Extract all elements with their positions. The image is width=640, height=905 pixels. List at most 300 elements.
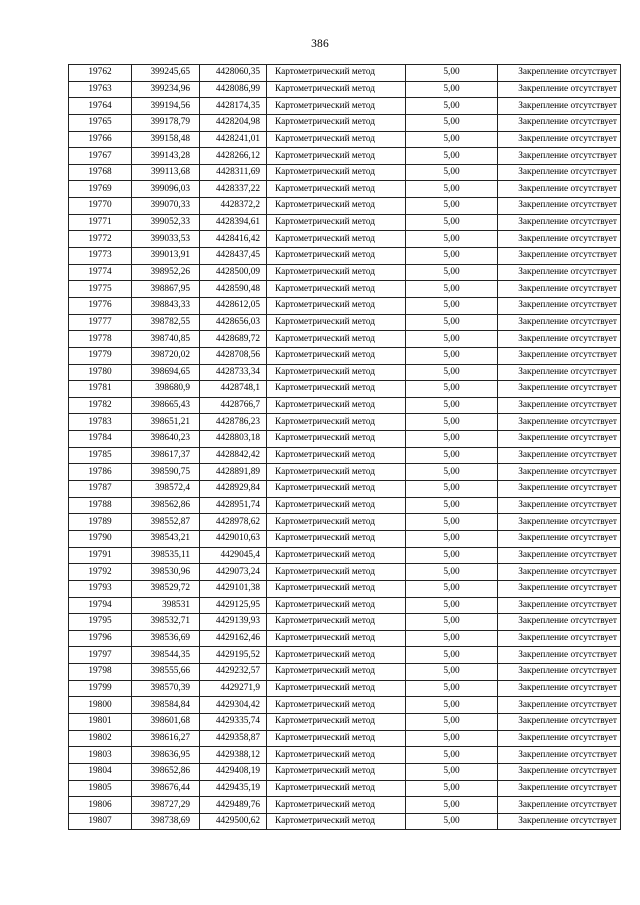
table-row: [69, 813, 621, 830]
fixing-cell: Закрепление отсутствует: [498, 181, 621, 198]
point-number-cell: 19768: [69, 164, 132, 181]
point-number-cell: 19796: [69, 630, 132, 647]
table-row: [69, 214, 621, 231]
method-cell: Картометрический метод: [267, 164, 406, 181]
error-cell: 5,00: [406, 264, 498, 281]
fixing-cell: Закрепление отсутствует: [498, 780, 621, 797]
fixing-cell: Закрепление отсутствует: [498, 664, 621, 681]
point-number-cell: 19774: [69, 264, 132, 281]
y-coordinate-cell: 4429358,87: [200, 730, 267, 747]
y-coordinate-cell: 4429139,93: [200, 614, 267, 631]
fixing-cell: Закрепление отсутствует: [498, 647, 621, 664]
y-coordinate-cell: 4428766,7: [200, 397, 267, 414]
method-cell: Картометрический метод: [267, 81, 406, 98]
y-coordinate-cell: 4428951,74: [200, 497, 267, 514]
method-cell: Картометрический метод: [267, 564, 406, 581]
method-cell: Картометрический метод: [267, 530, 406, 547]
y-coordinate-cell: 4429125,95: [200, 597, 267, 614]
error-cell: 5,00: [406, 248, 498, 265]
error-cell: 5,00: [406, 314, 498, 331]
y-coordinate-cell: 4428204,98: [200, 114, 267, 131]
table-row: [69, 297, 621, 314]
error-cell: 5,00: [406, 747, 498, 764]
point-number-cell: 19805: [69, 780, 132, 797]
fixing-cell: Закрепление отсутствует: [498, 397, 621, 414]
x-coordinate-cell: 398676,44: [132, 780, 200, 797]
x-coordinate-cell: 398584,84: [132, 697, 200, 714]
x-coordinate-cell: 398636,95: [132, 747, 200, 764]
y-coordinate-cell: 4428311,69: [200, 164, 267, 181]
method-cell: Картометрический метод: [267, 297, 406, 314]
y-coordinate-cell: 4428241,01: [200, 131, 267, 148]
point-number-cell: 19804: [69, 763, 132, 780]
y-coordinate-cell: 4428372,2: [200, 198, 267, 215]
x-coordinate-cell: 398544,35: [132, 647, 200, 664]
point-number-cell: 19780: [69, 364, 132, 381]
error-cell: 5,00: [406, 148, 498, 165]
table-row: [69, 730, 621, 747]
error-cell: 5,00: [406, 397, 498, 414]
x-coordinate-cell: 398740,85: [132, 331, 200, 348]
point-number-cell: 19792: [69, 564, 132, 581]
method-cell: Картометрический метод: [267, 680, 406, 697]
y-coordinate-cell: 4428929,84: [200, 481, 267, 498]
error-cell: 5,00: [406, 414, 498, 431]
y-coordinate-cell: 4428337,22: [200, 181, 267, 198]
table-row: [69, 597, 621, 614]
table-row: [69, 181, 621, 198]
point-number-cell: 19787: [69, 481, 132, 498]
point-number-cell: 19772: [69, 231, 132, 248]
fixing-cell: Закрепление отсутствует: [498, 713, 621, 730]
table-row: [69, 281, 621, 298]
point-number-cell: 19791: [69, 547, 132, 564]
y-coordinate-cell: 4428590,48: [200, 281, 267, 298]
fixing-cell: Закрепление отсутствует: [498, 297, 621, 314]
fixing-cell: Закрепление отсутствует: [498, 464, 621, 481]
point-number-cell: 19765: [69, 114, 132, 131]
error-cell: 5,00: [406, 214, 498, 231]
fixing-cell: Закрепление отсутствует: [498, 81, 621, 98]
fixing-cell: Закрепление отсутствует: [498, 530, 621, 547]
fixing-cell: Закрепление отсутствует: [498, 763, 621, 780]
y-coordinate-cell: 4428733,34: [200, 364, 267, 381]
y-coordinate-cell: 4428786,23: [200, 414, 267, 431]
method-cell: Картометрический метод: [267, 198, 406, 215]
table-row: [69, 131, 621, 148]
error-cell: 5,00: [406, 198, 498, 215]
error-cell: 5,00: [406, 164, 498, 181]
x-coordinate-cell: 398720,02: [132, 347, 200, 364]
method-cell: Картометрический метод: [267, 264, 406, 281]
method-cell: Картометрический метод: [267, 114, 406, 131]
table-row: [69, 747, 621, 764]
method-cell: Картометрический метод: [267, 331, 406, 348]
point-number-cell: 19762: [69, 65, 132, 82]
fixing-cell: Закрепление отсутствует: [498, 131, 621, 148]
table-row: [69, 364, 621, 381]
method-cell: Картометрический метод: [267, 547, 406, 564]
x-coordinate-cell: 399194,56: [132, 98, 200, 115]
x-coordinate-cell: 398694,65: [132, 364, 200, 381]
error-cell: 5,00: [406, 131, 498, 148]
point-number-cell: 19798: [69, 664, 132, 681]
x-coordinate-cell: 398590,75: [132, 464, 200, 481]
fixing-cell: Закрепление отсутствует: [498, 747, 621, 764]
method-cell: Картометрический метод: [267, 364, 406, 381]
fixing-cell: Закрепление отсутствует: [498, 164, 621, 181]
point-number-cell: 19771: [69, 214, 132, 231]
error-cell: 5,00: [406, 614, 498, 631]
table-row: [69, 114, 621, 131]
table-row: [69, 564, 621, 581]
error-cell: 5,00: [406, 813, 498, 830]
fixing-cell: Закрепление отсутствует: [498, 98, 621, 115]
fixing-cell: Закрепление отсутствует: [498, 497, 621, 514]
method-cell: Картометрический метод: [267, 281, 406, 298]
fixing-cell: Закрепление отсутствует: [498, 148, 621, 165]
table-row: [69, 763, 621, 780]
error-cell: 5,00: [406, 181, 498, 198]
method-cell: Картометрический метод: [267, 730, 406, 747]
error-cell: 5,00: [406, 580, 498, 597]
point-number-cell: 19784: [69, 431, 132, 448]
error-cell: 5,00: [406, 780, 498, 797]
table-row: [69, 314, 621, 331]
error-cell: 5,00: [406, 381, 498, 398]
error-cell: 5,00: [406, 697, 498, 714]
method-cell: Картометрический метод: [267, 447, 406, 464]
point-number-cell: 19806: [69, 797, 132, 814]
x-coordinate-cell: 399070,33: [132, 198, 200, 215]
table-row: [69, 98, 621, 115]
table-row: [69, 347, 621, 364]
x-coordinate-cell: 398529,72: [132, 580, 200, 597]
table-row: [69, 580, 621, 597]
table-row: [69, 331, 621, 348]
fixing-cell: Закрепление отсутствует: [498, 630, 621, 647]
method-cell: Картометрический метод: [267, 780, 406, 797]
point-number-cell: 19766: [69, 131, 132, 148]
table-row: [69, 164, 621, 181]
x-coordinate-cell: 398543,21: [132, 530, 200, 547]
method-cell: Картометрический метод: [267, 664, 406, 681]
error-cell: 5,00: [406, 281, 498, 298]
point-number-cell: 19797: [69, 647, 132, 664]
point-number-cell: 19764: [69, 98, 132, 115]
error-cell: 5,00: [406, 431, 498, 448]
table-row: [69, 547, 621, 564]
y-coordinate-cell: 4428416,42: [200, 231, 267, 248]
error-cell: 5,00: [406, 464, 498, 481]
table-row: [69, 431, 621, 448]
table-row: [69, 464, 621, 481]
method-cell: Картометрический метод: [267, 214, 406, 231]
error-cell: 5,00: [406, 514, 498, 531]
table-row: [69, 797, 621, 814]
point-number-cell: 19802: [69, 730, 132, 747]
table-row: [69, 198, 621, 215]
fixing-cell: Закрепление отсутствует: [498, 730, 621, 747]
y-coordinate-cell: 4428612,05: [200, 297, 267, 314]
x-coordinate-cell: 398738,69: [132, 813, 200, 830]
x-coordinate-cell: 398535,11: [132, 547, 200, 564]
x-coordinate-cell: 398617,37: [132, 447, 200, 464]
point-number-cell: 19778: [69, 331, 132, 348]
error-cell: 5,00: [406, 364, 498, 381]
point-number-cell: 19769: [69, 181, 132, 198]
fixing-cell: Закрепление отсутствует: [498, 381, 621, 398]
point-number-cell: 19795: [69, 614, 132, 631]
x-coordinate-cell: 398782,55: [132, 314, 200, 331]
method-cell: Картометрический метод: [267, 397, 406, 414]
x-coordinate-cell: 398867,95: [132, 281, 200, 298]
error-cell: 5,00: [406, 447, 498, 464]
error-cell: 5,00: [406, 231, 498, 248]
x-coordinate-cell: 399113,68: [132, 164, 200, 181]
method-cell: Картометрический метод: [267, 231, 406, 248]
point-number-cell: 19779: [69, 347, 132, 364]
x-coordinate-cell: 399245,65: [132, 65, 200, 82]
error-cell: 5,00: [406, 664, 498, 681]
y-coordinate-cell: 4429304,42: [200, 697, 267, 714]
y-coordinate-cell: 4428978,62: [200, 514, 267, 531]
x-coordinate-cell: 399096,03: [132, 181, 200, 198]
point-number-cell: 19799: [69, 680, 132, 697]
error-cell: 5,00: [406, 597, 498, 614]
fixing-cell: Закрепление отсутствует: [498, 680, 621, 697]
y-coordinate-cell: 4428060,35: [200, 65, 267, 82]
fixing-cell: Закрепление отсутствует: [498, 198, 621, 215]
y-coordinate-cell: 4428656,03: [200, 314, 267, 331]
point-number-cell: 19783: [69, 414, 132, 431]
table-row: [69, 447, 621, 464]
point-number-cell: 19782: [69, 397, 132, 414]
y-coordinate-cell: 4428708,56: [200, 347, 267, 364]
method-cell: Картометрический метод: [267, 347, 406, 364]
y-coordinate-cell: 4429500,62: [200, 813, 267, 830]
error-cell: 5,00: [406, 730, 498, 747]
x-coordinate-cell: 398652,86: [132, 763, 200, 780]
error-cell: 5,00: [406, 98, 498, 115]
y-coordinate-cell: 4428748,1: [200, 381, 267, 398]
method-cell: Картометрический метод: [267, 497, 406, 514]
fixing-cell: Закрепление отсутствует: [498, 281, 621, 298]
table-row: [69, 614, 621, 631]
method-cell: Картометрический метод: [267, 181, 406, 198]
x-coordinate-cell: 398555,66: [132, 664, 200, 681]
fixing-cell: Закрепление отсутствует: [498, 248, 621, 265]
point-number-cell: 19781: [69, 381, 132, 398]
error-cell: 5,00: [406, 81, 498, 98]
table-row: [69, 713, 621, 730]
table-row: [69, 514, 621, 531]
error-cell: 5,00: [406, 680, 498, 697]
fixing-cell: Закрепление отсутствует: [498, 364, 621, 381]
point-number-cell: 19767: [69, 148, 132, 165]
error-cell: 5,00: [406, 630, 498, 647]
y-coordinate-cell: 4429073,24: [200, 564, 267, 581]
y-coordinate-cell: 4429489,76: [200, 797, 267, 814]
fixing-cell: Закрепление отсутствует: [498, 114, 621, 131]
coordinates-table: [68, 64, 621, 830]
table-row: [69, 780, 621, 797]
y-coordinate-cell: 4429271,9: [200, 680, 267, 697]
fixing-cell: Закрепление отсутствует: [498, 481, 621, 498]
error-cell: 5,00: [406, 797, 498, 814]
x-coordinate-cell: 399013,91: [132, 248, 200, 265]
fixing-cell: Закрепление отсутствует: [498, 614, 621, 631]
y-coordinate-cell: 4428803,18: [200, 431, 267, 448]
error-cell: 5,00: [406, 547, 498, 564]
point-number-cell: 19793: [69, 580, 132, 597]
error-cell: 5,00: [406, 497, 498, 514]
point-number-cell: 19777: [69, 314, 132, 331]
x-coordinate-cell: 398562,86: [132, 497, 200, 514]
fixing-cell: Закрепление отсутствует: [498, 547, 621, 564]
x-coordinate-cell: 398952,26: [132, 264, 200, 281]
x-coordinate-cell: 398616,27: [132, 730, 200, 747]
method-cell: Картометрический метод: [267, 580, 406, 597]
method-cell: Картометрический метод: [267, 381, 406, 398]
fixing-cell: Закрепление отсутствует: [498, 431, 621, 448]
point-number-cell: 19785: [69, 447, 132, 464]
error-cell: 5,00: [406, 713, 498, 730]
method-cell: Картометрический метод: [267, 131, 406, 148]
method-cell: Картометрический метод: [267, 747, 406, 764]
error-cell: 5,00: [406, 65, 498, 82]
y-coordinate-cell: 4428891,89: [200, 464, 267, 481]
method-cell: Картометрический метод: [267, 614, 406, 631]
fixing-cell: Закрепление отсутствует: [498, 264, 621, 281]
y-coordinate-cell: 4429195,52: [200, 647, 267, 664]
fixing-cell: Закрепление отсутствует: [498, 331, 621, 348]
page-number: 386: [311, 38, 329, 50]
x-coordinate-cell: 398680,9: [132, 381, 200, 398]
point-number-cell: 19776: [69, 297, 132, 314]
fixing-cell: Закрепление отсутствует: [498, 580, 621, 597]
y-coordinate-cell: 4429045,4: [200, 547, 267, 564]
coordinates-table-body: [69, 65, 621, 830]
x-coordinate-cell: 398843,33: [132, 297, 200, 314]
table-row: [69, 647, 621, 664]
x-coordinate-cell: 399158,48: [132, 131, 200, 148]
x-coordinate-cell: 398572,4: [132, 481, 200, 498]
x-coordinate-cell: 399033,53: [132, 231, 200, 248]
method-cell: Картометрический метод: [267, 314, 406, 331]
point-number-cell: 19790: [69, 530, 132, 547]
y-coordinate-cell: 4428842,42: [200, 447, 267, 464]
y-coordinate-cell: 4428086,99: [200, 81, 267, 98]
error-cell: 5,00: [406, 647, 498, 664]
fixing-cell: Закрепление отсутствует: [498, 214, 621, 231]
y-coordinate-cell: 4429232,57: [200, 664, 267, 681]
error-cell: 5,00: [406, 297, 498, 314]
table-row: [69, 81, 621, 98]
point-number-cell: 19775: [69, 281, 132, 298]
table-row: [69, 697, 621, 714]
y-coordinate-cell: 4428266,12: [200, 148, 267, 165]
method-cell: Картометрический метод: [267, 713, 406, 730]
x-coordinate-cell: 398727,29: [132, 797, 200, 814]
point-number-cell: 19789: [69, 514, 132, 531]
table-row: [69, 680, 621, 697]
y-coordinate-cell: 4429010,63: [200, 530, 267, 547]
error-cell: 5,00: [406, 347, 498, 364]
y-coordinate-cell: 4429388,12: [200, 747, 267, 764]
x-coordinate-cell: 398665,43: [132, 397, 200, 414]
x-coordinate-cell: 399143,28: [132, 148, 200, 165]
method-cell: Картометрический метод: [267, 464, 406, 481]
method-cell: Картометрический метод: [267, 763, 406, 780]
table-row: [69, 530, 621, 547]
x-coordinate-cell: 398601,68: [132, 713, 200, 730]
table-row: [69, 148, 621, 165]
method-cell: Картометрический метод: [267, 65, 406, 82]
x-coordinate-cell: 398531: [132, 597, 200, 614]
fixing-cell: Закрепление отсутствует: [498, 347, 621, 364]
error-cell: 5,00: [406, 331, 498, 348]
fixing-cell: Закрепление отсутствует: [498, 447, 621, 464]
table-row: [69, 664, 621, 681]
x-coordinate-cell: 398530,96: [132, 564, 200, 581]
method-cell: Картометрический метод: [267, 514, 406, 531]
table-row: [69, 497, 621, 514]
method-cell: Картометрический метод: [267, 630, 406, 647]
method-cell: Картометрический метод: [267, 697, 406, 714]
point-number-cell: 19803: [69, 747, 132, 764]
y-coordinate-cell: 4428437,45: [200, 248, 267, 265]
x-coordinate-cell: 398570,39: [132, 680, 200, 697]
method-cell: Картометрический метод: [267, 813, 406, 830]
fixing-cell: Закрепление отсутствует: [498, 314, 621, 331]
point-number-cell: 19773: [69, 248, 132, 265]
y-coordinate-cell: 4428174,35: [200, 98, 267, 115]
fixing-cell: Закрепление отсутствует: [498, 231, 621, 248]
method-cell: Картометрический метод: [267, 431, 406, 448]
table-row: [69, 65, 621, 82]
point-number-cell: 19786: [69, 464, 132, 481]
method-cell: Картометрический метод: [267, 414, 406, 431]
table-row: [69, 397, 621, 414]
x-coordinate-cell: 398640,23: [132, 431, 200, 448]
point-number-cell: 19807: [69, 813, 132, 830]
point-number-cell: 19770: [69, 198, 132, 215]
error-cell: 5,00: [406, 530, 498, 547]
y-coordinate-cell: 4429408,19: [200, 763, 267, 780]
table-row: [69, 264, 621, 281]
error-cell: 5,00: [406, 114, 498, 131]
table-row: [69, 248, 621, 265]
method-cell: Картометрический метод: [267, 248, 406, 265]
fixing-cell: Закрепление отсутствует: [498, 813, 621, 830]
x-coordinate-cell: 399234,96: [132, 81, 200, 98]
y-coordinate-cell: 4428500,09: [200, 264, 267, 281]
point-number-cell: 19794: [69, 597, 132, 614]
method-cell: Картометрический метод: [267, 797, 406, 814]
y-coordinate-cell: 4429162,46: [200, 630, 267, 647]
point-number-cell: 19788: [69, 497, 132, 514]
method-cell: Картометрический метод: [267, 148, 406, 165]
y-coordinate-cell: 4428394,61: [200, 214, 267, 231]
x-coordinate-cell: 398532,71: [132, 614, 200, 631]
table-row: [69, 630, 621, 647]
point-number-cell: 19763: [69, 81, 132, 98]
fixing-cell: Закрепление отсутствует: [498, 597, 621, 614]
point-number-cell: 19801: [69, 713, 132, 730]
error-cell: 5,00: [406, 763, 498, 780]
error-cell: 5,00: [406, 481, 498, 498]
